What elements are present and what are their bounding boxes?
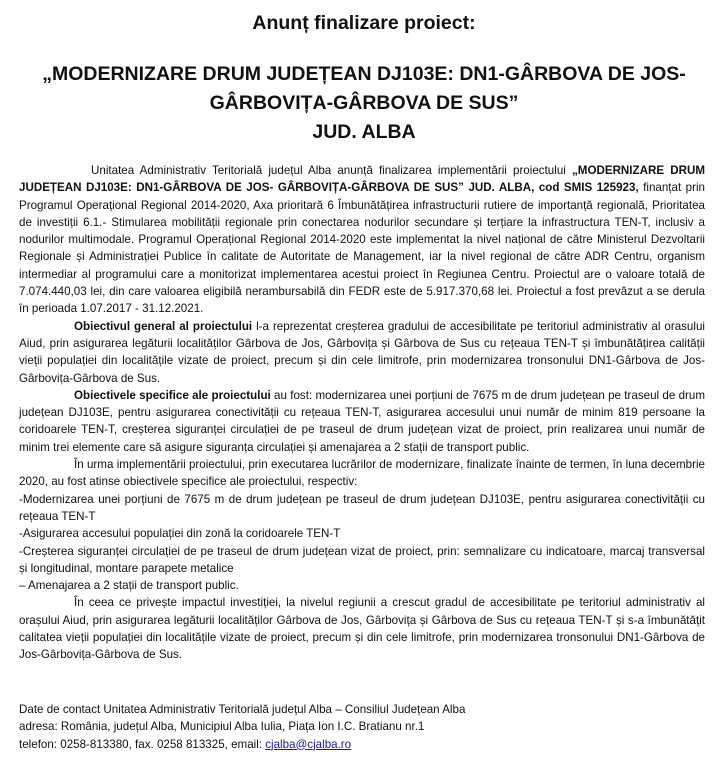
intro-project-bold: „MODERNIZARE DRUM JUDEȚEAN DJ103E: DN1-GÂRBOVA DE JOS- GÂRBOVIȚA-GÂRBOVA DE SUS” JUD. ALBA, cod SMIS 125923, [19, 164, 705, 195]
project-heading [0, 60, 728, 147]
project-county: JUD. ALBA [312, 121, 416, 143]
intro-text: Unitatea Administrativ Teritorială județul Alba anunță finalizarea implementării proiectului [91, 164, 572, 177]
impact-paragraph: În ceea ce privește impactul investiției, la nivelul regiunii a crescut gradul de accesibilitate pe teritoriul administrativ al orașului Aiud, prin asigurarea legăturii localităților Gârbova de Jos, Gârbovița și Gârbova de Sus cu rețeaua TEN-T și s-a îmbunătățit calitatea vieții populației din localitățile vizate de proiect, precum și din cele limitrofe, prin modernizarea tronsonului DN1-Gârbova de Jos-Gârbovița-Gârbova de Sus. [19, 596, 705, 662]
general-objective-text: l-a reprezentat creșterea gradului de accesibilitate pe teritoriul administrativ al orasului Aiud, prin asigurarea legăturii localităților Gârbova de Jos, Gârbovița și Gârbova de Sus cu rețeaua TEN-T și îmbunătățirea calității vieții populației din localitățile vizate de proiect, precum și din cele limitrofe, prin modernizarea tronsonului DN1-Gârbova de Jos-Gârbovița-Gârbova de Sus. [19, 319, 705, 385]
specific-objectives-label: Obiectivele specifice ale proiectului [74, 388, 271, 402]
specific-objectives-text: au fost: modernizarea unei porțiuni de 7675 m de drum județean pe traseul de drum județean DJ103E, pentru asigurarea conectivității cu rețeaua TEN-T, asigurarea accesului unui număr de minim 819 persoane la coridoarele TEN-T, creșterea siguranței circulației de pe traseul de drum județean vizat de proiect, prin realizarea unui număr de minim trei elemente care să asigure siguranța circulației și amenajarea a 2 stații de transport public. [19, 388, 705, 454]
announcement-body [19, 162, 705, 664]
announcement-title: Anunț finalizare proiect: [252, 12, 476, 34]
general-objective-label: Obiectivul general al proiectului [74, 319, 253, 333]
result-item: -Asigurarea accesului populației din zonă la coridoarele TEN-T [19, 527, 341, 541]
result-item: – Amenajarea a 2 stații de transport public. [19, 579, 239, 593]
contact-line-1: Date de contact Unitatea Administrativ Teritorială județul Alba – Consiliul Județean Alba [19, 703, 466, 716]
contact-phone-fax: telefon: 0258-813380, fax. 0258 813325, email: [19, 737, 266, 751]
intro-details: finanțat prin Programul Operațional Regional 2014-2020, Axa prioritară 6 Îmbunătățirea infrastructurii rutiere de importanță regională, Prioritatea de investiții 6.1.- Stimularea mobilității regionale prin conectarea nodurilor secundare și terțiare la infrastructura TEN-T, inclusiv a nodurilor multimodale. Programul Operațional Regional 2014-2020 este implementat la nivel național de către Ministerul Dezvoltarii Regionale și Administrației Publice în calitate de Autoritate de Management, iar la nivel regional de către ADR Centru, organism intermediar al programului care a monitorizat implementarea acestui proiect în Regiunea Centru. Proiectul are o valoare totală de 7.074.440,03 lei, din care valoarea eligibilă nerambursabilă din FEDR este de 5.917.370,68 lei. Proiectul a fost prevăzut a se derula în perioada 1.07.2017 - 31.12.2021. [19, 181, 705, 316]
specific-objectives-paragraph [19, 387, 705, 456]
project-name: „MODERNIZARE DRUM JUDEȚEAN DJ103E: DN1-GÂRBOVA DE JOS- GÂRBOVIȚA-GÂRBOVA DE SUS” [42, 63, 686, 114]
results-intro-paragraph: În urma implementării proiectului, prin executarea lucrărilor de modernizare, finalizate înainte de termen, în luna decembrie 2020, au fost atinse obiectivele specifice ale proiectului, respectiv: [19, 458, 705, 489]
email-link[interactable]: cjalba@cjalba.ro [265, 737, 352, 751]
intro-paragraph [19, 162, 705, 318]
result-item: -Modernizarea unei porțiuni de 7675 m de drum județean pe traseul de drum județean DJ103E, pentru asigurarea conectivității cu rețeaua TEN-T [19, 492, 705, 523]
general-objective-paragraph [19, 318, 705, 387]
result-item: -Creșterea siguranței circulației de pe traseul de drum județean vizat de proiect, prin: semnalizare cu indicatoare, marcaj transversal și longitudinal, montare parapete metalice [19, 544, 705, 575]
contact-line-3 [19, 736, 705, 753]
contact-block [19, 701, 705, 753]
contact-line-2: adresa: România, județul Alba, Municipiul Alba Iulia, Piața Ion I.C. Bratianu nr.1 [19, 720, 425, 734]
